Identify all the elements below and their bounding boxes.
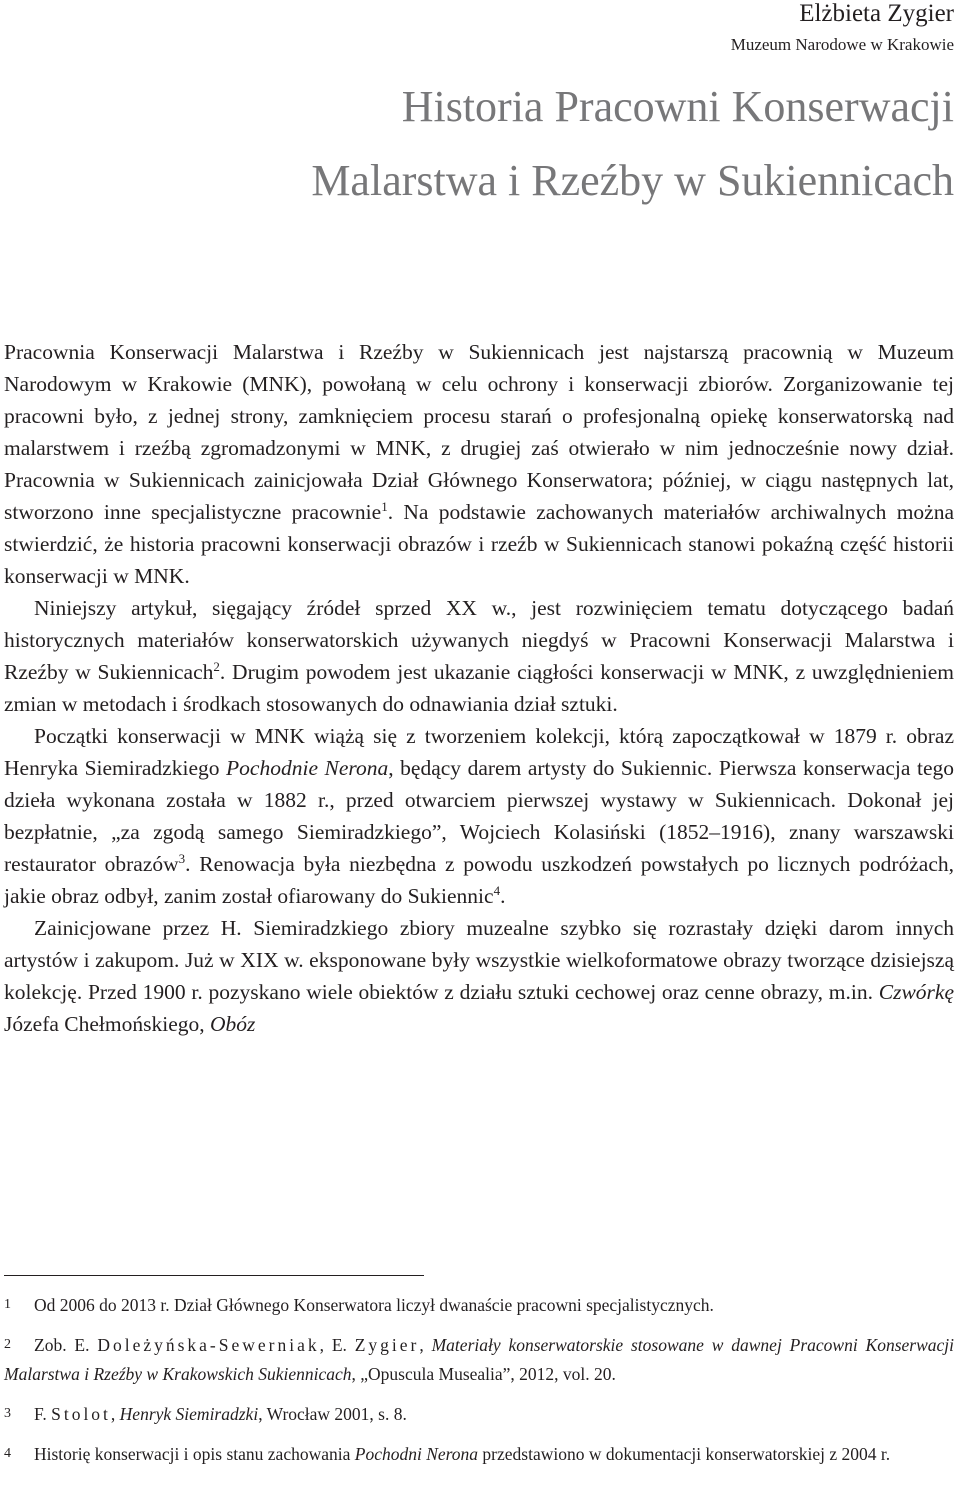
paragraph-3-text-b: , będący darem artysty do Sukiennic. Pierwsza konserwacja tego dzieła wykonana została w 1882 r., przed otwarciem pierwszej wystawy w Sukiennicach. Dokonał jej bezpłatnie, „za zgodą samego Siemiradzkiego”, Wojciech Kolasiński (1852–1916), znany warszawski restaurator obrazów [4,756,954,876]
footnote-text: , E. [319,1335,355,1355]
footnote-separator [4,1275,424,1276]
paragraph-1-text-a: Pracownia Konserwacji Malarstwa i Rzeźby w Sukiennicach jest najstarszą pracownią w Muzeum Narodowym w Krakowie (MNK), powołaną w celu ochrony i konserwacji zbiorów. Zorganizowanie tej pracowni było, z jednej strony, zamknięciem procesu starań o profesjonalną opiekę konserwatorską nad malarstwem i rzeźbą zgromadzonymi w MNK, z drugiej zaś otwierało w nim jednocześnie nowy dział. Pracownia w Sukiennicach zainicjowała Dział Głównego Konserwatora; później, w ciągu następnych lat, stworzono inne specjalistyczne pracownie [4,340,954,524]
article-title [311,84,954,204]
footnote-number: 3 [4,1406,11,1421]
footnote-text: , [419,1335,432,1355]
footnote-text: , [110,1404,120,1424]
footnote-number: 1 [4,1297,11,1312]
title-line-1: Historia Pracowni Konserwacji [401,82,954,131]
paragraph-4-text-b: Józefa Chełmońskiego, [4,1012,210,1036]
footnote-text: Zob. E. [34,1335,98,1355]
footnote-1 [4,1290,954,1320]
footnote-title: Henryk Siemiradzki [119,1404,259,1424]
article-body [4,336,954,1040]
footnotes [4,1290,954,1479]
paragraph-4 [4,912,954,1040]
artwork-title: Pochodnie Nerona [226,756,389,780]
footnote-3 [4,1399,954,1429]
paragraph-2-text-b: . Drugim powodem jest ukazanie ciągłości konserwacji w MNK, z uwzględnieniem zmian w metodach i środkach stosowanych do odnawiania dział sztuki. [4,660,954,716]
footnote-title: Pochodni Nerona [354,1444,479,1464]
author-affiliation: Muzeum Narodowe w Krakowie [730,35,954,54]
footnote-4 [4,1439,954,1469]
footnote-text: F. [34,1404,52,1424]
artwork-title: Czwórkę [878,980,954,1004]
paragraph-1 [4,336,954,592]
footnote-text: Historię konserwacji i opis stanu zachowania [34,1444,355,1464]
paragraph-3 [4,720,954,912]
footnote-ref-4[interactable]: 4 [493,883,501,898]
footnote-number: 2 [4,1337,11,1352]
footnote-author: Zygier [354,1335,420,1355]
paragraph-2-text-a: Niniejszy artykuł, sięgający źródeł sprzed XX w., jest rozwinięciem tematu dotyczącego badań historycznych materiałów konserwatorskich używanych niegdyś w Pracowni Konserwacji Malarstwa i Rzeźby w Sukiennicach [4,596,954,684]
title-line-2: Malarstwa i Rzeźby w Sukiennicach [311,156,954,205]
paragraph-4-text-a: Zainicjowane przez H. Siemiradzkiego zbiory muzealne szybko się rozrastały dzięki darom innych artystów i zakupom. Już w XIX w. eksponowane były wszystkie wielkoformatowe obrazy tworzące dzisiejszą kolekcję. Przed 1900 r. pozyskano wiele obiektów z działu sztuki cechowej oraz cenne obrazy, m.in. [4,916,954,1004]
footnote-ref-3[interactable]: 3 [178,851,186,866]
footnote-text: , Wrocław 2001, s. 8. [258,1404,407,1424]
paragraph-1-text-b: . Na podstawie zachowanych materiałów archiwalnych można stwierdzić, że historia pracowni konserwacji obrazów i rzeźb w Sukiennicach stanowi pokaźną część historii konserwacji w MNK. [4,500,954,588]
footnote-number: 4 [4,1446,11,1461]
footnote-ref-1[interactable]: 1 [381,499,388,514]
paragraph-3-text-d: . [500,884,506,908]
footnote-author: Doleżyńska-Sewerniak [97,1335,320,1355]
artwork-title: Obóz [210,1012,256,1036]
paragraph-3-text-c: . Renowacja była niezbędna z powodu uszkodzeń powstałych po licznych podróżach, jakie obraz odbył, zanim został ofiarowany do Sukiennic [4,852,954,908]
footnote-ref-2[interactable]: 2 [213,659,220,674]
paragraph-2 [4,592,954,720]
footnote-text: Od 2006 do 2013 r. Dział Głównego Konserwatora liczył dwanaście pracowni specjalistycznych. [34,1295,714,1315]
footnote-author: Stolot [51,1404,111,1424]
footnote-2 [4,1330,954,1389]
footnote-text: przedstawiono w dokumentacji konserwatorskiej z 2004 r. [478,1444,891,1464]
footnote-text: , „Opuscula Musealia”, 2012, vol. 20. [351,1364,616,1384]
footnote-title: Materiały konserwatorskie stosowane w dawnej Pracowni Konserwacji Malarstwa i Rzeźby w Krakowskich Sukiennicach [4,1335,955,1384]
author-name: Elżbieta Zygier [799,0,954,27]
paragraph-3-text-a: Początki konserwacji w MNK wiążą się z tworzeniem kolekcji, którą zapoczątkował w 1879 r. obraz Henryka Siemiradzkiego [4,724,954,780]
